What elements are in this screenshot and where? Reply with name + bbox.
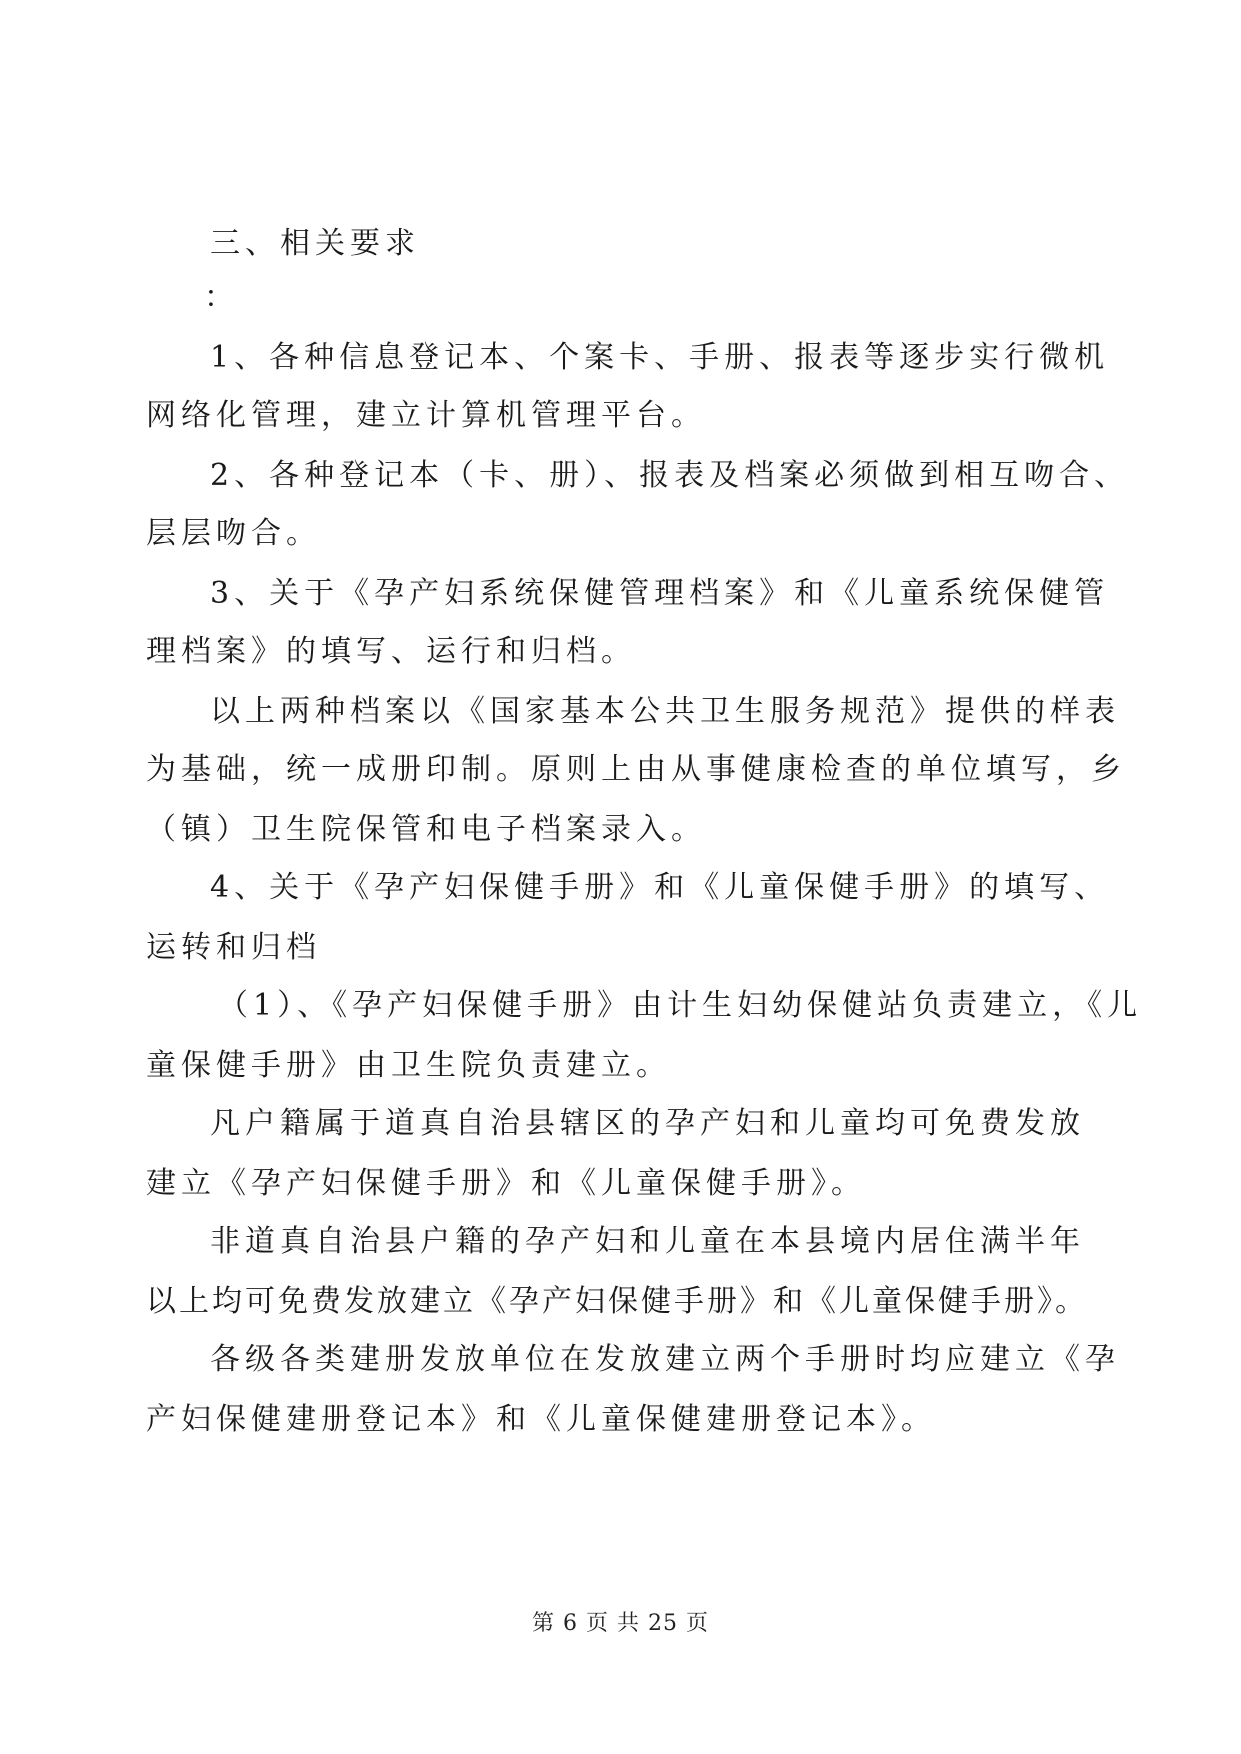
paragraph-line: 童保健手册》由卫生院负责建立。 <box>146 1048 671 1083</box>
paragraph-line: 各级各类建册发放单位在发放建立两个手册时均应建立《孕 <box>210 1342 1120 1377</box>
paragraph-line: 建立《孕产妇保健手册》和《儿童保健手册》。 <box>146 1166 866 1201</box>
paragraph-line: 产妇保健建册登记本》和《儿童保健建册登记本》。 <box>146 1402 936 1437</box>
paragraph-line: 2、各种登记本（卡、册）、报表及档案必须做到相互吻合、 <box>210 458 1130 493</box>
paragraph-line: 以上两种档案以《国家基本公共卫生服务规范》提供的样表 <box>210 694 1120 729</box>
paragraph-line: 4、关于《孕产妇保健手册》和《儿童保健手册》的填写、 <box>210 870 1110 905</box>
paragraph-line: 层层吻合。 <box>146 516 321 551</box>
paragraph-line: 凡户籍属于道真自治县辖区的孕产妇和儿童均可免费发放 <box>210 1106 1085 1141</box>
paragraph-line: （镇）卫生院保管和电子档案录入。 <box>146 812 706 847</box>
paragraph-line: 1、各种信息登记本、个案卡、手册、报表等逐步实行微机 <box>210 340 1110 375</box>
section-heading: 三、相关要求 <box>210 226 420 261</box>
colon-line: ： <box>204 280 239 315</box>
paragraph-line: 运转和归档 <box>146 930 321 965</box>
paragraph-line: 理档案》的填写、运行和归档。 <box>146 634 636 669</box>
paragraph-line: （1）、《孕产妇保健手册》由计生妇幼保健站负责建立，《儿 <box>218 988 1143 1023</box>
paragraph-line: 以上均可免费发放建立《孕产妇保健手册》和《儿童保健手册》。 <box>146 1284 1088 1319</box>
paragraph-line: 3、关于《孕产妇系统保健管理档案》和《儿童系统保健管 <box>210 576 1110 611</box>
paragraph-line: 网络化管理，建立计算机管理平台。 <box>146 398 706 433</box>
paragraph-line: 非道真自治县户籍的孕产妇和儿童在本县境内居住满半年 <box>210 1224 1085 1259</box>
paragraph-line: 为基础，统一成册印制。原则上由从事健康检查的单位填写，乡 <box>146 752 1126 787</box>
page-footer: 第 6 页 共 25 页 <box>532 1611 709 1636</box>
